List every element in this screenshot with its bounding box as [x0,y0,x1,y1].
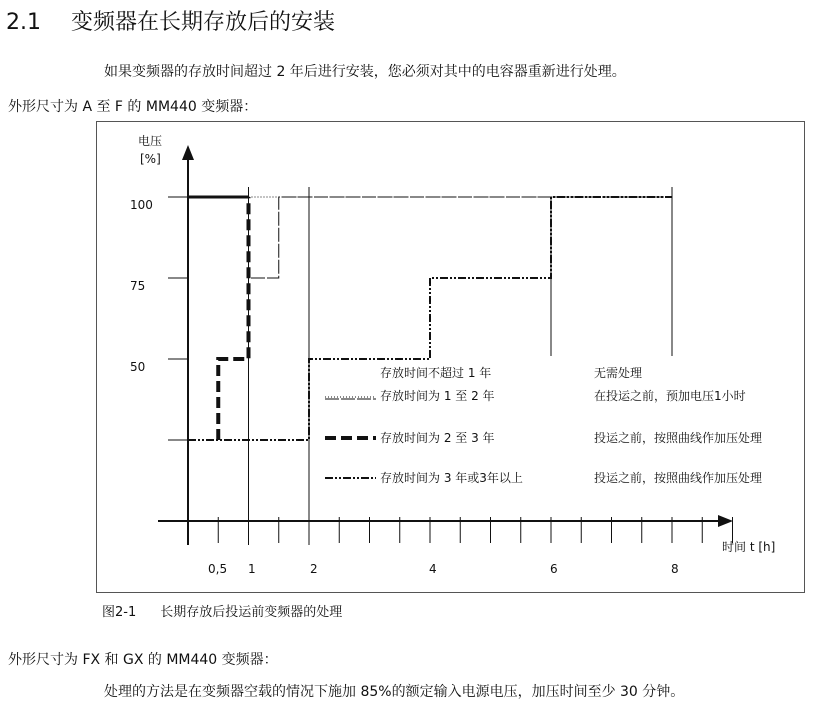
section-number: 2.1 [6,10,41,35]
x-axis-arrow-icon [718,515,733,527]
legend-treatment-4: 投运之前，按照曲线作加压处理 [594,471,763,485]
x-axis-label: 时间 t [h] [722,540,776,554]
figure-caption [102,601,342,620]
fx-gx-paragraph: 处理的方法是在变频器空载的情况下施加 85%的额定输入电源电压，加压时间至少 30 分钟。 [104,684,685,700]
legend [325,365,762,485]
series-line-4 [188,197,672,440]
subheading-a-to-f: 外形尺寸为 A 至 F 的 MM440 变频器： [8,99,258,115]
y-axis-label-line2: [%] [140,152,161,166]
section-title: 变频器在长期存放后的安装 [71,10,336,35]
x-tick-label-2: 2 [310,562,318,576]
intro-paragraph: 如果变频器的存放时间超过 2 年后进行安装，您必须对其中的电容器重新进行处理。 [104,64,626,80]
y-tick-label-50: 50 [130,360,146,374]
legend-label-series-1: 存放时间不超过 1 年 [380,366,492,380]
legend-treatment-1: 无需处理 [594,366,643,380]
x-tick-label-4: 4 [429,562,437,576]
x-tick-label-1: 1 [248,562,256,576]
x-tick-label-0-5: 0,5 [208,562,228,576]
subheading-fx-gx: 外形尺寸为 FX 和 GX 的 MM440 变频器： [8,652,278,668]
legend-treatment-2: 在投运之前，预加电压1小时 [594,389,746,403]
series-lines [188,197,672,440]
y-axis-arrow-icon [182,145,194,160]
series-line-2 [188,197,672,278]
x-tick-label-6: 6 [550,562,558,576]
legend-label-series-4: 存放时间为 3 年或3年以上 [380,471,523,485]
legend-label-series-3: 存放时间为 2 至 3 年 [380,431,495,445]
legend-label-series-2: 存放时间为 1 至 2 年 [380,389,495,403]
series-line-3 [218,197,248,440]
x-tick-label-8: 8 [671,562,679,576]
legend-treatment-3: 投运之前，按照曲线作加压处理 [594,431,763,445]
y-tick-label-100: 100 [130,198,153,212]
y-tick-label-75: 75 [130,279,146,293]
y-axis-label-line1: 电压 [138,134,163,148]
figure-caption-text: 长期存放后投运前变频器的处理 [160,605,343,620]
figure-number: 图2-1 [102,605,137,620]
